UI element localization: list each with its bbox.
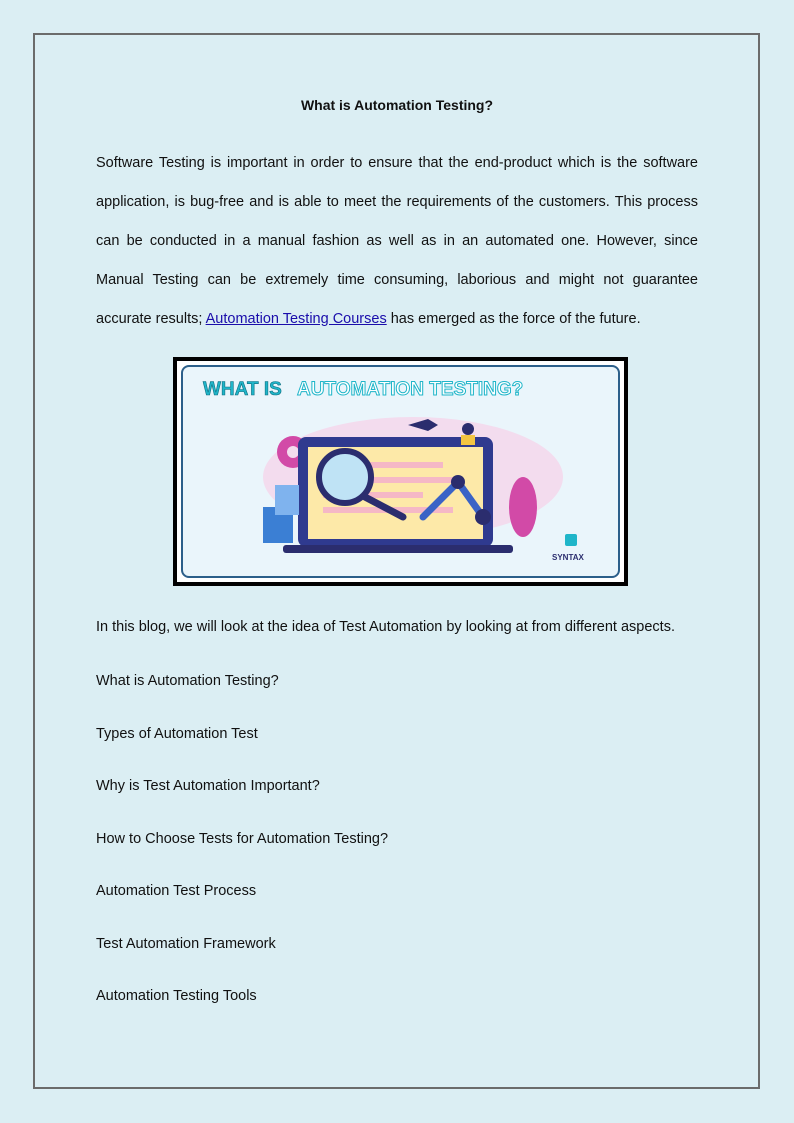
illustration-card [181, 365, 620, 578]
illustration-heading-part1: WHAT IS [203, 379, 282, 400]
intro-paragraph [96, 144, 698, 339]
list-item: Test Automation Framework [96, 935, 276, 952]
illustration-heading-part2: AUTOMATION TESTING? [297, 379, 524, 400]
list-item: What is Automation Testing? [96, 673, 279, 689]
list-item: Types of Automation Test [96, 725, 258, 742]
page-title: What is Automation Testing? [300, 97, 494, 113]
plant-icon [509, 477, 537, 537]
person-icon [462, 423, 474, 435]
syntax-logo-text: SYNTAX [552, 553, 584, 562]
list-item: Automation Test Process [96, 883, 257, 899]
topic-list [96, 671, 388, 1039]
intro-text-end: has emerged as the force of the future. [386, 311, 641, 327]
intro-text: Software Testing is important in order to ensure that the end-product which is the software application, is bug-free and is able to meet the requirements of the customers. This process can be conducted in a manual fashion as well as in an automated one. However, since Manual Testing can be extremely time consuming, laborious and might not guarantee accurate results; [96, 155, 698, 327]
lead-paragraph: In this blog, we will look at the idea of Test Automation by looking at from different aspects. [96, 619, 675, 635]
article-illustration [173, 357, 628, 586]
automation-testing-courses-link[interactable]: Automation Testing Courses [205, 311, 387, 327]
laptop-base [283, 545, 513, 553]
list-item: How to Choose Tests for Automation Testing? [96, 830, 389, 847]
syntax-logo-icon [565, 534, 577, 546]
list-item: Automation Testing Tools [96, 988, 257, 1004]
automation-testing-illustration [183, 367, 618, 576]
list-item: Why is Test Automation Important? [96, 778, 320, 794]
